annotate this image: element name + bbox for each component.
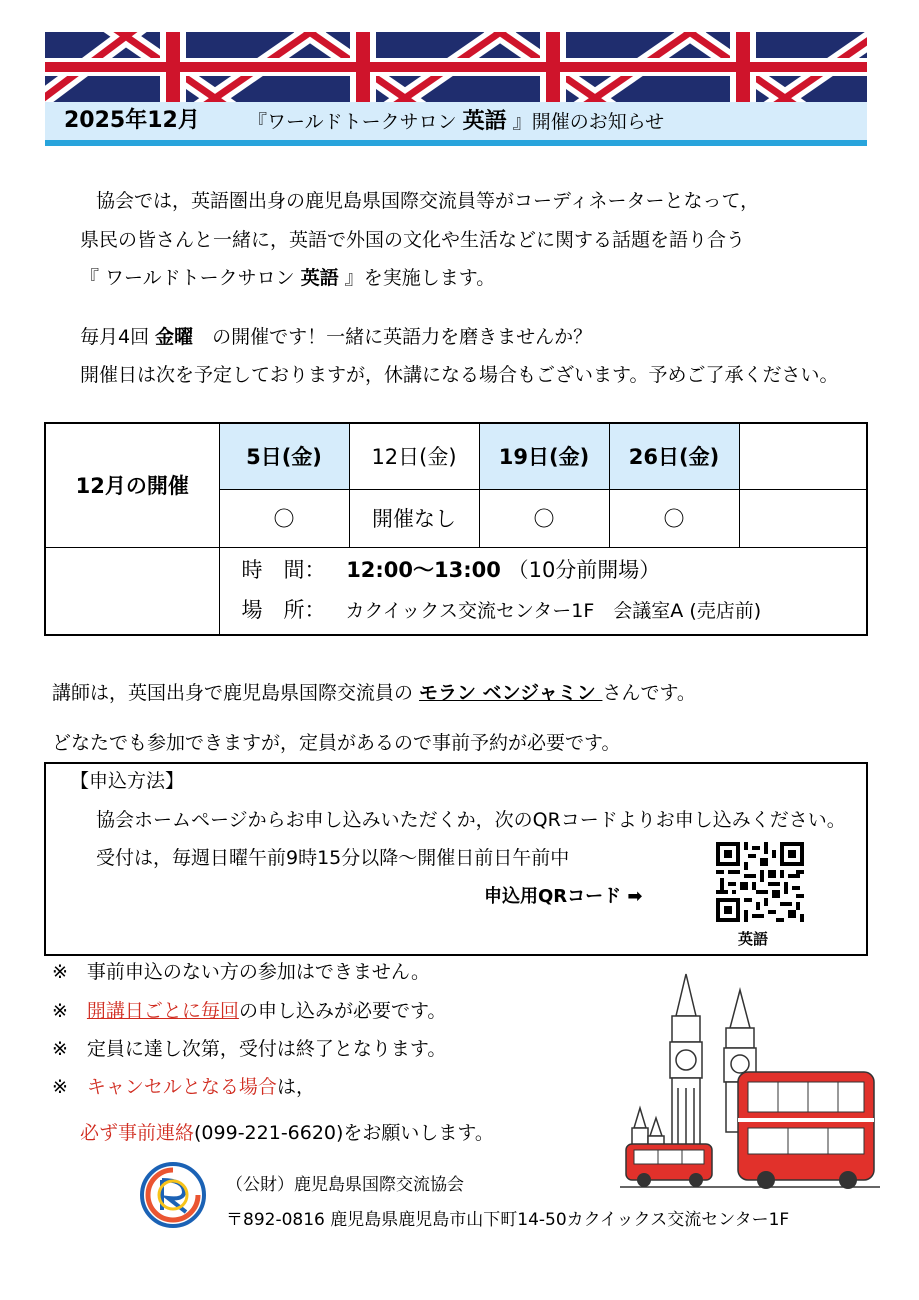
apply-heading: 【申込方法】 — [70, 770, 185, 792]
note-2 — [52, 992, 446, 1030]
day-cell-4: 26日(金) — [609, 423, 739, 489]
day-cell-5 — [739, 423, 867, 489]
page-title — [248, 107, 664, 137]
intro-line-4 — [80, 318, 592, 356]
note-4-red: キャンセルとなる場合 — [86, 1076, 277, 1098]
place-line — [242, 590, 867, 631]
intro-line-4-prefix: 毎月4回 — [80, 326, 156, 348]
schedule-info — [219, 547, 867, 635]
title-language: 英語 — [462, 109, 507, 134]
intro-line-3-suffix: 』を実施します。 — [338, 267, 496, 289]
title-underline — [45, 140, 867, 146]
status-cell-2: 開催なし — [349, 489, 479, 547]
union-jack-banner — [45, 32, 867, 102]
note-4-mark: ※ — [52, 1076, 87, 1098]
apply-line-1: 協会ホームページからお申し込みいただくか，次のQRコードよりお申し込みください。 — [96, 809, 846, 831]
day-cell-1: 5日(金) — [219, 423, 349, 489]
reservation-note: どなたでも参加できますが，定員があるので事前予約が必要です。 — [52, 732, 621, 754]
note-4-rest: は， — [276, 1076, 315, 1098]
instructor-name: モラン ベンジャミン — [419, 682, 603, 704]
qr-label: 申込用QRコード ➡ — [484, 886, 643, 907]
schedule-month-label: 12月の開催 — [45, 423, 219, 547]
status-cell-4: 〇 — [609, 489, 739, 547]
intro-line-3-prefix: 『 ワールドトークサロン — [80, 267, 301, 289]
note-3: ※ 定員に達し次第，受付は終了となります。 — [52, 1038, 447, 1060]
note-5-rest: (099-221-6620)をお願いします。 — [194, 1122, 494, 1144]
intro-line-5: 開催日は次を予定しておりますが，休講になる場合もございます。予めご了承ください。 — [80, 364, 839, 386]
time-line — [242, 550, 867, 590]
status-cell-5 — [739, 489, 867, 547]
apply-line-2: 受付は，毎週日曜午前9時15分以降～開催日前日午前中 — [96, 847, 570, 869]
day-cell-3: 19日(金) — [479, 423, 609, 489]
place-value: カクイックス交流センター1F 会議室A (売店前) — [345, 600, 762, 623]
instructor-line — [52, 674, 696, 712]
note-5 — [80, 1114, 494, 1152]
instructor-prefix: 講師は，英国出身で鹿児島県国際交流員の — [52, 682, 420, 704]
note-5-red: 必ず事前連絡 — [80, 1122, 195, 1144]
footer-org: （公財）鹿児島県国際交流協会 — [226, 1175, 464, 1195]
intro-line-3 — [80, 259, 495, 297]
intro-line-2: 県民の皆さんと一緒に，英語で外国の文化や生活などに関する話題を語り合う — [80, 229, 746, 251]
note-2-rest: の申し込みが必要です。 — [238, 1000, 447, 1022]
intro-line-4-suffix: の開催です！一緒に英語力を磨きませんか？ — [193, 326, 593, 348]
status-cell-1: 〇 — [219, 489, 349, 547]
london-illustration — [620, 968, 880, 1193]
title-date: 2025年12月 — [64, 108, 200, 133]
schedule-table — [44, 422, 868, 636]
note-2-mark: ※ — [52, 1000, 87, 1022]
place-label: 場 所： — [241, 598, 326, 623]
note-4 — [52, 1068, 315, 1106]
status-cell-3: 〇 — [479, 489, 609, 547]
intro-line-3-bold: 英語 — [300, 267, 339, 289]
schedule-info-row — [45, 547, 867, 635]
footer-address: 〒892-0816 鹿児島県鹿児島市山下町14-50カクイックス交流センター1F — [226, 1210, 790, 1230]
time-note: （10分前開場） — [507, 558, 661, 583]
time-label: 時 間： — [241, 558, 326, 583]
schedule-days-row — [45, 423, 867, 489]
qr-caption: 英語 — [738, 930, 769, 948]
note-1: ※ 事前申込のない方の参加はできません。 — [52, 961, 431, 983]
time-value: 12:00～13:00 — [346, 558, 501, 583]
intro-line-1: 協会では，英語圏出身の鹿児島県国際交流員等がコーディネーターとなって， — [96, 190, 760, 212]
intro-line-4-bold: 金曜 — [155, 326, 194, 348]
title-prefix: 『ワールドトークサロン — [248, 111, 457, 133]
organization-logo — [140, 1162, 206, 1228]
note-2-red: 開講日ごとに毎回 — [86, 1000, 239, 1022]
instructor-suffix: さんです。 — [602, 682, 696, 704]
schedule-label-spacer — [45, 547, 219, 635]
day-cell-2: 12日(金) — [349, 423, 479, 489]
qr-code[interactable] — [716, 842, 804, 922]
title-suffix: 』開催のお知らせ — [512, 111, 665, 133]
